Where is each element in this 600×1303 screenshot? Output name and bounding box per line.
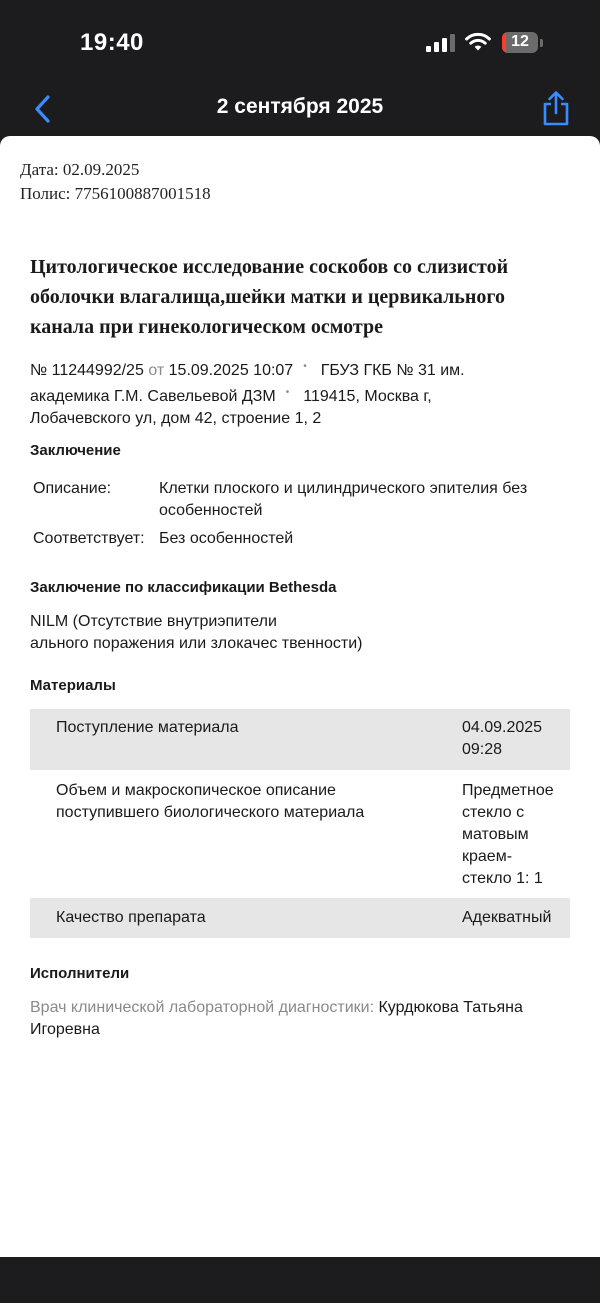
policy-number: Полис: 7756100887001518	[20, 184, 211, 203]
material-name: Качество препарата	[30, 898, 458, 938]
separator-dot: •	[303, 361, 307, 372]
conclusion-table	[33, 478, 570, 550]
cellular-signal-icon	[426, 34, 456, 52]
share-button[interactable]	[540, 90, 572, 128]
battery-cap	[540, 39, 543, 47]
bethesda-heading: Заключение по классификации Bethesda	[30, 579, 337, 596]
bethesda-line-1: NILM (Отсутствие внутриэпители	[30, 613, 277, 630]
battery-icon	[502, 32, 538, 53]
conclusion-heading: Заключение	[30, 442, 121, 459]
chevron-left-icon	[30, 92, 58, 126]
order-datetime: 15.09.2025 10:07	[168, 362, 294, 379]
material-value	[458, 770, 570, 898]
description-label: Описание:	[33, 480, 112, 497]
address-part-2: Лобачевского ул, дом 42, строение 1, 2	[30, 410, 322, 427]
table-row	[30, 709, 570, 770]
material-value-line: краем-	[462, 848, 513, 865]
material-time: 09:28	[462, 741, 503, 758]
nav-title: 2 сентября 2025	[216, 95, 384, 118]
material-value	[458, 709, 570, 770]
document-sheet[interactable]	[0, 136, 600, 1257]
address-part-1: 119415, Москва г,	[303, 388, 432, 405]
material-value-line: стекло с	[462, 804, 525, 821]
battery-percent: 12	[511, 33, 529, 50]
description-value: Клетки плоского и цилиндрического эпителия без особенностей	[159, 480, 528, 519]
matches-value: Без особенностей	[159, 530, 294, 547]
material-value: Адекватный	[458, 898, 570, 938]
status-bar	[0, 0, 600, 86]
performer-name: Курдюкова Татьяна Игоревна	[30, 999, 523, 1038]
material-value-line: Предметное	[462, 782, 554, 799]
from-word: от	[148, 362, 165, 379]
material-name: Поступление материала	[30, 709, 458, 770]
share-icon	[540, 90, 572, 128]
back-button[interactable]	[30, 92, 58, 126]
materials-heading: Материалы	[30, 677, 116, 694]
organization-line-2: академика Г.М. Савельевой ДЗМ	[30, 388, 276, 405]
order-number: № 11244992/25	[30, 362, 144, 379]
document-meta	[20, 158, 211, 206]
status-time: 19:40	[80, 29, 144, 56]
separator-dot: •	[285, 387, 290, 398]
material-date: 04.09.2025	[462, 719, 543, 736]
material-name-line-2: поступившего биологического материала	[56, 804, 365, 821]
material-value-line: стекло 1: 1	[462, 870, 543, 887]
organization-line-1: ГБУЗ ГКБ № 31 им.	[320, 362, 465, 379]
materials-table	[30, 709, 570, 938]
document-reference	[30, 356, 575, 430]
material-name-line-1: Объем и макроскопическое описание	[56, 782, 336, 799]
performers-heading: Исполнители	[30, 965, 130, 982]
performer-role: Врач клинической лабораторной диагностики:	[30, 999, 375, 1016]
material-name	[30, 770, 458, 898]
material-value-line: матовым	[462, 826, 529, 843]
document-title: Цитологическое исследование соскобов со слизистой оболочки влагалища,шейки матки и цервикального канала при гинекологическом осмотре	[30, 256, 509, 338]
wifi-icon	[464, 32, 492, 52]
table-row	[30, 898, 570, 938]
navigation-bar	[0, 86, 600, 134]
matches-label: Соответствует:	[33, 530, 145, 547]
bethesda-line-2: ального поражения или злокачес твенности)	[30, 635, 363, 652]
performer	[30, 997, 575, 1041]
bethesda-result	[30, 611, 363, 655]
document-date: Дата: 02.09.2025	[20, 160, 140, 179]
table-row	[30, 770, 570, 898]
